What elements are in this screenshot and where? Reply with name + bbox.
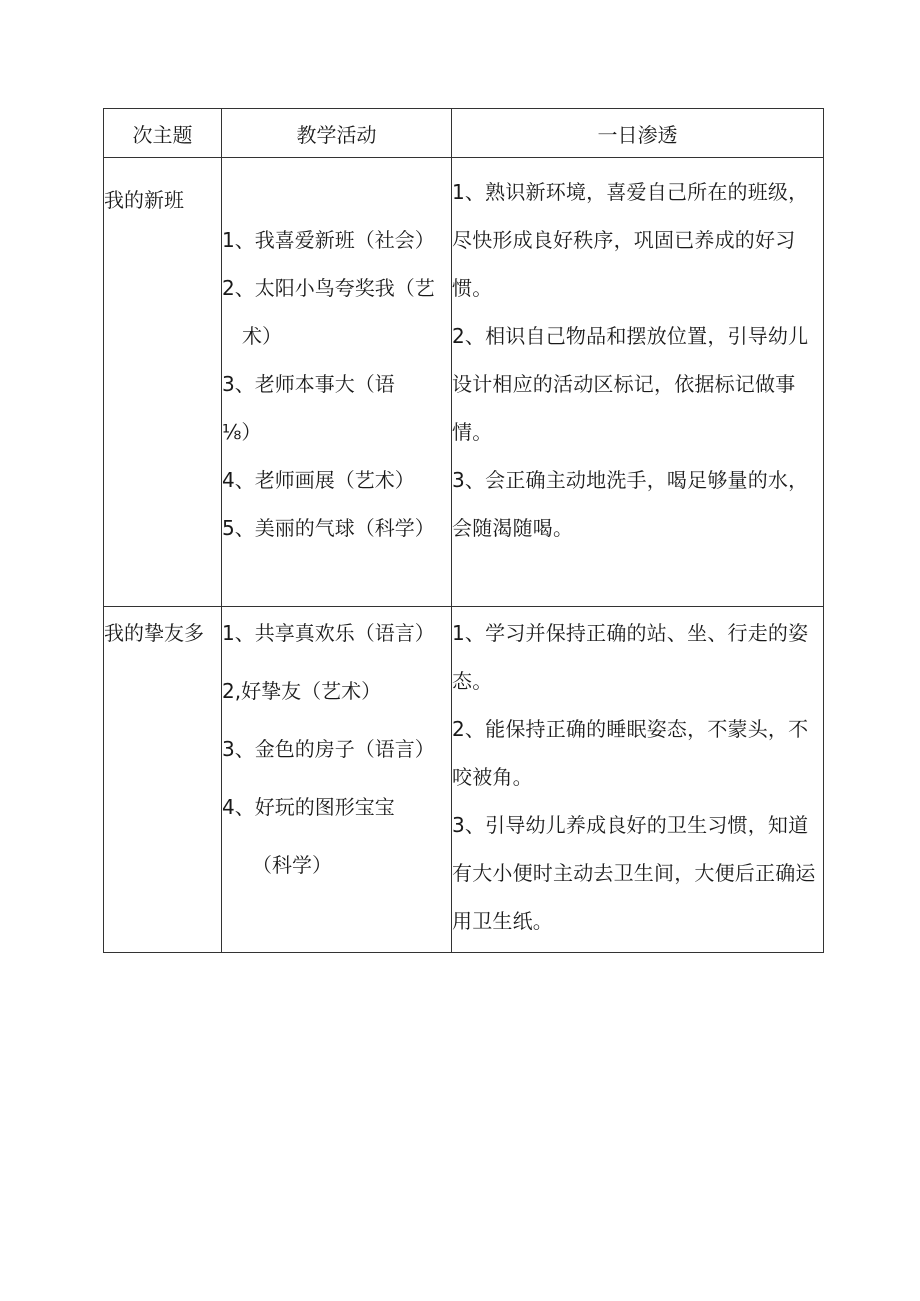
- header-activities: 教学活动: [222, 109, 452, 158]
- header-theme: 次主题: [104, 109, 222, 158]
- activity-line-continued: ⅛）: [222, 420, 262, 444]
- activities-cell: [222, 158, 452, 607]
- activity-line: 4、老师画展（艺术）: [222, 468, 415, 492]
- activity-line: 2,好挚友（艺术）: [222, 679, 382, 703]
- activity-line: 5、美丽的气球（科学）: [222, 516, 435, 540]
- activity-item: [222, 667, 451, 715]
- daily-item: 3、会正确主动地洗手，喝足够量的水，会随渴随喝。: [452, 468, 809, 540]
- activity-line: 2、太阳小鸟夸奖我（艺: [222, 276, 435, 300]
- activity-line: 1、共享真欢乐（语言）: [222, 621, 435, 645]
- daily-cell: [452, 158, 824, 607]
- activity-item: [222, 504, 451, 552]
- activity-item: [222, 456, 451, 504]
- activity-item: [222, 216, 451, 264]
- activity-item: [222, 609, 451, 657]
- activity-line-continued: 术）: [242, 324, 282, 348]
- activity-item: [222, 264, 451, 360]
- theme-cell: [104, 607, 222, 953]
- daily-item: 1、熟识新环境，喜爱自己所在的班级，尽快形成良好秩序，巩固已养成的好习惯。: [452, 180, 809, 300]
- activity-item: [222, 360, 451, 456]
- activity-line: 4、好玩的图形宝宝: [222, 795, 395, 819]
- daily-item: 1、学习并保持正确的站、坐、行走的姿态。: [452, 621, 809, 693]
- activity-line: 3、金色的房子（语言）: [222, 737, 435, 761]
- activity-line: 3、老师本事大（语: [222, 372, 395, 396]
- theme-cell: [104, 158, 222, 607]
- table-row: [104, 158, 824, 607]
- table-row: [104, 607, 824, 953]
- daily-item: 2、相识自己物品和摆放位置，引导幼儿设计相应的活动区标记，依据标记做事情。: [452, 324, 809, 444]
- activity-line-continued: （科学）: [252, 853, 332, 877]
- activities-cell: [222, 607, 452, 953]
- weekly-plan-table: [103, 108, 824, 953]
- theme-text: 我的挚友多: [104, 621, 204, 645]
- table-header-row: [104, 109, 824, 158]
- daily-item: 3、引导幼儿养成良好的卫生习惯，知道有大小便时主动去卫生间，大便后正确运用卫生纸。: [452, 813, 816, 933]
- daily-item: 2、能保持正确的睡眠姿态，不蒙头，不咬被角。: [452, 717, 809, 789]
- header-daily: 一日渗透: [452, 109, 824, 158]
- activity-item: [222, 783, 451, 889]
- theme-text: 我的新班: [104, 188, 184, 212]
- daily-cell: [452, 607, 824, 953]
- activity-item: [222, 725, 451, 773]
- activity-line: 1、我喜爱新班（社会）: [222, 228, 435, 252]
